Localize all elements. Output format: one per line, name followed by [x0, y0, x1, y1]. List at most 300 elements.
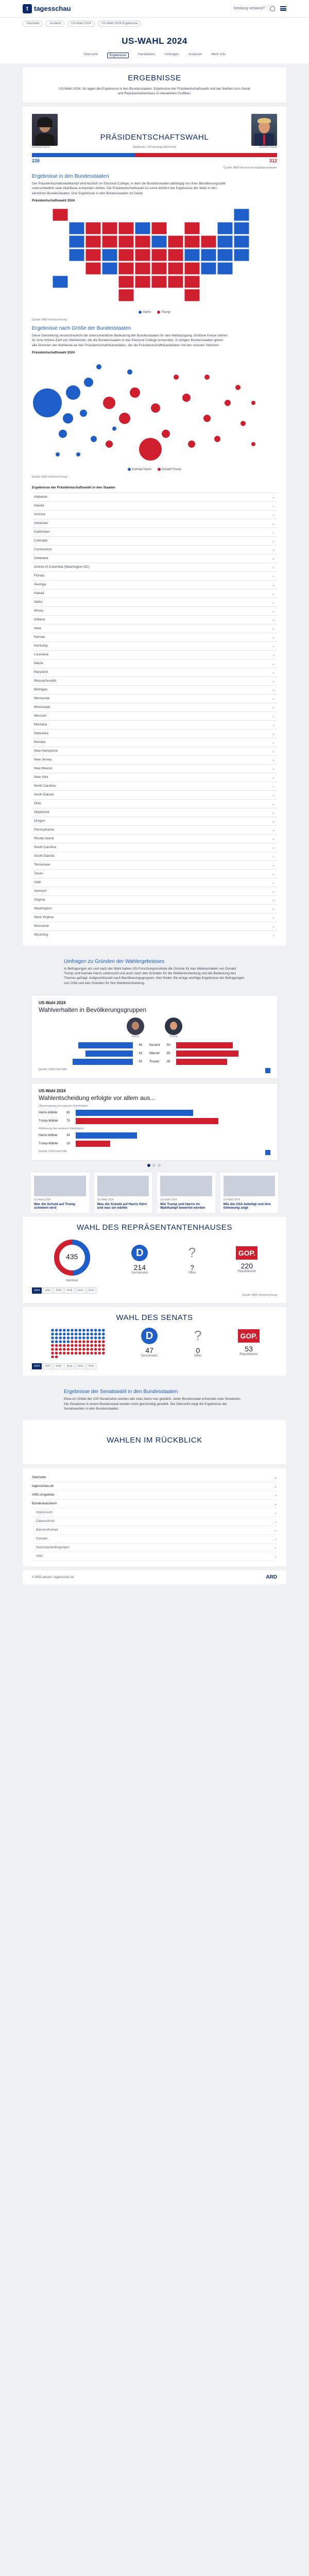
chevron-down-icon[interactable]: ⌄: [270, 860, 277, 869]
card2-source: Quelle: CNN Exit Polls: [39, 1150, 67, 1154]
chevron-down-icon[interactable]: ⌄: [270, 825, 277, 834]
state-name: Wyoming: [32, 930, 270, 939]
map-state-ut[interactable]: [85, 249, 101, 261]
bubble-oh[interactable]: [130, 387, 140, 398]
card1-harris-label: Harris: [131, 1035, 140, 1039]
bubble-ky[interactable]: [174, 375, 179, 380]
state-row[interactable]: [32, 633, 277, 641]
year-tab[interactable]: 2014: [87, 1287, 96, 1294]
tab-ergebnisse[interactable]: Ergebnisse: [107, 53, 129, 58]
map-state-mt[interactable]: [102, 222, 117, 234]
state-row[interactable]: [32, 650, 277, 659]
footer-link-label: ARD-Angebote: [32, 1493, 55, 1497]
state-row[interactable]: [32, 764, 277, 773]
chevron-down-icon[interactable]: ⌄: [270, 606, 277, 615]
bubble-nm[interactable]: [76, 452, 80, 456]
bubble-va[interactable]: [59, 430, 67, 438]
map-state-sd[interactable]: [118, 235, 134, 248]
chevron-down-icon[interactable]: ⌄: [270, 510, 277, 519]
map-state-or[interactable]: [69, 235, 84, 248]
bubble-ok[interactable]: [251, 442, 255, 446]
chevron-down-icon[interactable]: ⌄: [270, 501, 277, 510]
us-map[interactable]: [32, 205, 271, 308]
card2-title: Wahlentscheidung erfolgte vor allem aus...: [39, 1094, 156, 1102]
senate-seat: [82, 1329, 85, 1332]
bubble-ia[interactable]: [251, 401, 255, 405]
chevron-down-icon[interactable]: ⌄: [270, 545, 277, 554]
chevron-down-icon: ⌄: [274, 1520, 277, 1524]
senate-seat: [55, 1348, 58, 1351]
senate-seat: [71, 1348, 74, 1351]
bubble-la[interactable]: [204, 375, 210, 380]
map-state-tn[interactable]: [151, 262, 167, 275]
bubble-az[interactable]: [203, 415, 211, 422]
state-row[interactable]: [32, 694, 277, 703]
senate-seat: [98, 1348, 101, 1351]
chevron-down-icon[interactable]: ⌄: [270, 720, 277, 729]
chevron-down-icon[interactable]: ⌄: [270, 519, 277, 528]
page-title: US-WAHL 2024: [0, 30, 309, 49]
senate-seat: [67, 1341, 70, 1344]
footer-link[interactable]: [32, 1535, 277, 1544]
bubble-chart[interactable]: [32, 357, 271, 465]
state-row[interactable]: [32, 624, 277, 633]
footer-link[interactable]: [32, 1491, 277, 1500]
state-row[interactable]: [32, 493, 277, 501]
senate-seat: [51, 1352, 54, 1355]
state-row[interactable]: [32, 580, 277, 589]
senate-seat: [55, 1336, 58, 1340]
chevron-down-icon[interactable]: ⌄: [270, 659, 277, 668]
state-row[interactable]: [32, 790, 277, 799]
map-state-me[interactable]: [234, 209, 249, 221]
chevron-down-icon[interactable]: ⌄: [270, 922, 277, 930]
state-row[interactable]: [32, 615, 277, 624]
state-name: South Dakota: [32, 852, 270, 860]
chevron-down-icon[interactable]: ⌄: [270, 589, 277, 598]
state-row[interactable]: [32, 720, 277, 729]
state-row[interactable]: [32, 685, 277, 694]
footer-link-label: Datenschutz: [36, 1519, 55, 1523]
year-tab[interactable]: 2018: [64, 1287, 74, 1294]
chevron-down-icon[interactable]: ⌄: [270, 790, 277, 799]
tab-mehr-info[interactable]: Mehr Info: [211, 53, 226, 56]
state-row[interactable]: [32, 799, 277, 808]
bubble-in[interactable]: [188, 440, 195, 448]
carousel-dot[interactable]: [158, 1164, 161, 1167]
card2-row: [39, 1110, 270, 1116]
legend-trump: Trump: [157, 311, 170, 314]
state-row[interactable]: [32, 782, 277, 790]
senate-seat: [63, 1341, 66, 1344]
card1-value-trump: 50: [167, 1044, 170, 1047]
chevron-down-icon[interactable]: ⌄: [270, 571, 277, 580]
harris-portrait: [32, 114, 58, 149]
footer-links: [23, 1468, 286, 1566]
carousel-dot-active[interactable]: [147, 1164, 150, 1167]
story-image: [160, 1176, 212, 1196]
bubble-wa[interactable]: [84, 378, 93, 387]
senate-seat: [98, 1333, 101, 1336]
breadcrumb-item[interactable]: Startseite: [23, 21, 43, 27]
bubble-pa[interactable]: [119, 413, 130, 424]
chevron-down-icon[interactable]: ⌄: [270, 808, 277, 817]
state-row[interactable]: [32, 554, 277, 563]
state-row[interactable]: [32, 895, 277, 904]
breadcrumb-item[interactable]: US-Wahl 2024 Ergebnisse: [98, 21, 141, 27]
story-kicker: US-Wahl 2024: [97, 1198, 114, 1202]
map-state-ga[interactable]: [184, 276, 200, 288]
state-name: Kentucky: [32, 641, 270, 650]
map-state-wi[interactable]: [151, 222, 167, 234]
map-state-wv[interactable]: [168, 249, 183, 261]
bubble-md[interactable]: [91, 436, 97, 442]
year-tab[interactable]: 2016: [76, 1287, 85, 1294]
state-row[interactable]: [32, 606, 277, 615]
harris-votes: 226: [32, 158, 40, 163]
chevron-down-icon[interactable]: ⌄: [270, 895, 277, 904]
state-row[interactable]: [32, 843, 277, 852]
tab-analysen[interactable]: Analysen: [188, 53, 202, 56]
footer-link[interactable]: [32, 1482, 277, 1491]
map-state-co[interactable]: [102, 249, 117, 261]
footer-link[interactable]: [32, 1544, 277, 1552]
map-state-ia[interactable]: [135, 235, 150, 248]
senate-seat: [63, 1336, 66, 1340]
map-state-wa[interactable]: [69, 222, 84, 234]
map-state-nj[interactable]: [217, 249, 233, 261]
map-state-fl[interactable]: [184, 289, 200, 301]
bubble-co[interactable]: [96, 364, 101, 369]
trump-name: Donald Trump: [259, 145, 277, 149]
card2-row-value: 34: [66, 1134, 70, 1138]
map-state-ak[interactable]: [53, 209, 68, 221]
map-state-il[interactable]: [151, 235, 167, 248]
state-row[interactable]: [32, 922, 277, 930]
chevron-down-icon[interactable]: ⌄: [270, 641, 277, 650]
bubble-wi[interactable]: [225, 400, 231, 406]
search-icon[interactable]: [270, 6, 275, 11]
map-state-ar[interactable]: [135, 262, 150, 275]
bubble-ca[interactable]: [33, 388, 62, 417]
chevron-down-icon[interactable]: ⌄: [270, 676, 277, 685]
chevron-down-icon[interactable]: ⌄: [270, 598, 277, 606]
bubble-al[interactable]: [241, 421, 246, 426]
chevron-down-icon[interactable]: ⌄: [270, 563, 277, 571]
map-state-mi[interactable]: [184, 222, 200, 234]
senate-seat: [55, 1329, 58, 1332]
story-card[interactable]: [220, 1173, 279, 1213]
bubble-mi[interactable]: [182, 394, 191, 402]
chevron-down-icon[interactable]: ⌄: [270, 834, 277, 843]
state-row[interactable]: [32, 930, 277, 939]
chevron-down-icon[interactable]: ⌄: [270, 878, 277, 887]
chevron-down-icon[interactable]: ⌄: [270, 624, 277, 633]
senate-rep: GOP. 53 Republikaner: [238, 1329, 260, 1356]
state-row[interactable]: [32, 536, 277, 545]
chevron-down-icon[interactable]: ⌄: [270, 747, 277, 755]
chevron-down-icon[interactable]: ⌄: [270, 633, 277, 641]
bubble-sc[interactable]: [235, 385, 241, 390]
bubble-nc[interactable]: [162, 430, 170, 438]
bubble-il[interactable]: [63, 413, 73, 423]
chevron-down-icon[interactable]: ⌄: [270, 764, 277, 773]
states-table: [32, 493, 277, 939]
card1-expand-icon[interactable]: [265, 1068, 270, 1073]
story-card[interactable]: [31, 1173, 89, 1213]
state-row[interactable]: [32, 676, 277, 685]
chevron-down-icon[interactable]: ⌄: [270, 913, 277, 922]
year-tab[interactable]: 2020: [54, 1287, 63, 1294]
chevron-down-icon[interactable]: ⌄: [270, 817, 277, 825]
map-state-nm[interactable]: [102, 262, 117, 275]
story-title: Wer die Schuld auf Trump schieben wird: [34, 1202, 76, 1210]
footer-link-label: Hilfe: [36, 1554, 43, 1558]
senate-seat: [75, 1352, 78, 1355]
ard-logo[interactable]: ARD: [266, 1574, 277, 1581]
state-row[interactable]: [32, 904, 277, 913]
senate-seat: [94, 1341, 97, 1344]
year-tab[interactable]: 2022: [43, 1363, 53, 1369]
map-state-vt[interactable]: [217, 222, 233, 234]
chevron-down-icon[interactable]: ⌄: [270, 580, 277, 589]
trump-votes: 312: [269, 158, 277, 163]
tab-übersicht[interactable]: Übersicht: [83, 53, 98, 56]
logo[interactable]: [23, 4, 71, 13]
chevron-down-icon[interactable]: ⌄: [270, 536, 277, 545]
state-row[interactable]: [32, 659, 277, 668]
state-row[interactable]: [32, 852, 277, 860]
state-row[interactable]: [32, 729, 277, 738]
senate-seat: [94, 1336, 97, 1340]
map-state-ny[interactable]: [217, 235, 233, 248]
bubble-mn[interactable]: [127, 369, 132, 375]
year-tab[interactable]: 2016: [76, 1363, 85, 1369]
footer-link-label: Nutzungsbedingungen: [36, 1546, 70, 1550]
state-row[interactable]: [32, 808, 277, 817]
chevron-down-icon[interactable]: ⌄: [270, 738, 277, 747]
menu-icon[interactable]: [280, 6, 286, 11]
bubble-fl[interactable]: [103, 397, 115, 409]
missed-show-link[interactable]: Sendung verpasst?: [233, 7, 265, 10]
state-row[interactable]: [32, 738, 277, 747]
footer-link[interactable]: [32, 1552, 277, 1561]
senate-seat: [78, 1344, 81, 1347]
state-name: North Carolina: [32, 782, 270, 790]
state-row[interactable]: [32, 703, 277, 711]
state-row[interactable]: [32, 825, 277, 834]
map-state-ne[interactable]: [118, 249, 134, 261]
chevron-down-icon[interactable]: ⌄: [270, 887, 277, 895]
story-card[interactable]: [157, 1173, 215, 1213]
chevron-down-icon[interactable]: ⌄: [270, 668, 277, 676]
senate-seat: [51, 1348, 54, 1351]
senate-states-intro: [23, 1380, 286, 1416]
bubble-ct[interactable]: [56, 452, 60, 456]
chevron-down-icon[interactable]: ⌄: [270, 711, 277, 720]
card1-value-harris: 48: [139, 1044, 142, 1047]
bubble-nj[interactable]: [80, 410, 87, 417]
map-state-az[interactable]: [85, 262, 101, 275]
map-state-ms[interactable]: [151, 276, 167, 288]
chevron-down-icon[interactable]: ⌄: [270, 843, 277, 852]
chevron-down-icon[interactable]: ⌄: [270, 782, 277, 790]
map-state-nd[interactable]: [118, 222, 134, 234]
bubble-or[interactable]: [112, 427, 116, 431]
state-row[interactable]: [32, 860, 277, 869]
state-name: Massachusetts: [32, 676, 270, 685]
state-row[interactable]: [32, 878, 277, 887]
map-state-oh[interactable]: [184, 235, 200, 248]
footer-link[interactable]: [32, 1517, 277, 1526]
chevron-down-icon[interactable]: ⌄: [270, 703, 277, 711]
state-row[interactable]: [32, 563, 277, 571]
chevron-down-icon[interactable]: ⌄: [270, 685, 277, 694]
card2-row: [39, 1141, 270, 1147]
bubble-ny[interactable]: [66, 385, 80, 400]
chevron-down-icon[interactable]: ⌄: [270, 650, 277, 659]
bubble-tx[interactable]: [139, 438, 162, 461]
map-state-ok[interactable]: [118, 276, 134, 288]
chevron-down-icon[interactable]: ⌄: [270, 528, 277, 536]
state-row[interactable]: [32, 510, 277, 519]
map-state-al[interactable]: [168, 276, 183, 288]
year-tab[interactable]: 2018: [64, 1363, 74, 1369]
card2-row-label: Trump-Wähler: [39, 1120, 59, 1123]
state-row[interactable]: [32, 747, 277, 755]
bubble-ga[interactable]: [151, 403, 160, 413]
map-state-nv[interactable]: [85, 235, 101, 248]
carousel-dot[interactable]: [152, 1164, 156, 1167]
map-state-de[interactable]: [201, 262, 216, 275]
senate-seat: [102, 1344, 105, 1347]
state-row[interactable]: [32, 589, 277, 598]
state-row[interactable]: [32, 817, 277, 825]
bubble-mo[interactable]: [214, 436, 220, 442]
map-state-va[interactable]: [184, 249, 200, 261]
card2-bar: [76, 1141, 110, 1147]
chevron-down-icon: ⌄: [274, 1546, 277, 1550]
map-state-in[interactable]: [168, 235, 183, 248]
card2-expand-icon[interactable]: [265, 1150, 270, 1155]
story-card[interactable]: [94, 1173, 152, 1213]
year-tab[interactable]: 2024: [32, 1363, 42, 1369]
breadcrumb-item[interactable]: US-Wahl 2024: [67, 21, 95, 27]
senate-seat: [90, 1336, 93, 1340]
state-row[interactable]: [32, 711, 277, 720]
state-row[interactable]: [32, 755, 277, 764]
chevron-down-icon[interactable]: ⌄: [270, 799, 277, 808]
chevron-down-icon[interactable]: ⌄: [270, 615, 277, 624]
chevron-down-icon[interactable]: ⌄: [270, 493, 277, 501]
state-row[interactable]: [32, 641, 277, 650]
state-row[interactable]: [32, 869, 277, 878]
bubble-text: Diese Darstellung veranschaulicht die unterschiedliche Bedeutung der Bundesstaaten für den Wahlausgang. Größere Kreise stehen für eine höhere Zahl von Wahlleuten, die die Bundesstaaten in das Electoral College entsenden. In einigen Bundesstaaten gehen alle Stimmen der Wahlleute an den Präsidentschaftskandidaten, der die Präsidentschaftskandidaten mit den meisten Stimmen.: [32, 333, 228, 347]
senate-seat: [98, 1336, 101, 1340]
state-row[interactable]: [32, 528, 277, 536]
map-state-nh[interactable]: [234, 222, 249, 234]
state-name: Louisiana: [32, 650, 270, 659]
state-row[interactable]: [32, 668, 277, 676]
map-state-md[interactable]: [201, 249, 216, 261]
card1-source: Quelle: CNN Exit Polls: [39, 1068, 67, 1072]
senate-seat: [71, 1344, 74, 1347]
senate-seat: [59, 1333, 62, 1336]
chevron-down-icon[interactable]: ⌄: [270, 729, 277, 738]
bubble-heading: Ergebnisse nach Größe der Bundesstaaten: [32, 325, 131, 331]
state-row[interactable]: [32, 887, 277, 895]
state-row[interactable]: [32, 913, 277, 922]
footer-link[interactable]: [32, 1473, 277, 1482]
tab-umfragen[interactable]: Umfragen: [164, 53, 179, 56]
map-state-tx[interactable]: [118, 289, 134, 301]
bubble-tn[interactable]: [106, 440, 113, 448]
map-state-nc[interactable]: [168, 262, 183, 275]
map-state-la[interactable]: [135, 276, 150, 288]
senate-text: Etwa ein Drittel der 100 Senatssitze werden alle zwei Jahre neu gewählt. Jeder Bundesstaat entsendet zwei Senatoren. Die Senatoren in einem Bundesstaat werden nicht gleichzeitig gewählt. Die Übersicht zeigt die Ergebnisse der Senatswahlen in den Bundesstaaten.: [64, 1397, 242, 1411]
year-tab[interactable]: 2020: [54, 1363, 63, 1369]
state-name: Iowa: [32, 624, 270, 633]
year-tab[interactable]: 2014: [87, 1363, 96, 1369]
state-row[interactable]: [32, 501, 277, 510]
chevron-down-icon[interactable]: ⌄: [270, 930, 277, 939]
senate-seat: [90, 1352, 93, 1355]
year-tab[interactable]: 2024: [32, 1287, 42, 1294]
footer-link[interactable]: [32, 1500, 277, 1509]
map-state-mn[interactable]: [135, 222, 150, 234]
map-state-id[interactable]: [85, 222, 101, 234]
chevron-down-icon[interactable]: ⌄: [270, 869, 277, 878]
state-row[interactable]: [32, 519, 277, 528]
map-state-mo[interactable]: [135, 249, 150, 261]
map-state-ma[interactable]: [234, 235, 249, 248]
state-name: Arizona: [32, 510, 270, 519]
state-row[interactable]: [32, 545, 277, 554]
tab-kandidaten[interactable]: Kandidaten: [138, 53, 156, 56]
senate-seat: [67, 1333, 70, 1336]
map-state-ri[interactable]: [217, 262, 233, 275]
chevron-down-icon[interactable]: ⌄: [270, 755, 277, 764]
map-state-hi[interactable]: [53, 276, 68, 288]
chevron-down-icon[interactable]: ⌄: [270, 852, 277, 860]
state-row[interactable]: [32, 773, 277, 782]
review-title[interactable]: WAHLEN IM RÜCKBLICK: [107, 1436, 202, 1445]
map-state-ct[interactable]: [234, 249, 249, 261]
state-row[interactable]: [32, 571, 277, 580]
state-name: Maryland: [32, 668, 270, 676]
chevron-down-icon[interactable]: ⌄: [270, 554, 277, 563]
card2-row-label: Harris-Wähler: [39, 1111, 58, 1115]
footer-link[interactable]: [32, 1526, 277, 1535]
map-state-pa[interactable]: [201, 235, 216, 248]
chevron-down-icon[interactable]: ⌄: [270, 694, 277, 703]
map-state-wy[interactable]: [102, 235, 117, 248]
map-state-sc[interactable]: [184, 262, 200, 275]
map-state-ks[interactable]: [118, 262, 134, 275]
chevron-down-icon[interactable]: ⌄: [270, 904, 277, 913]
house-box: [23, 1217, 286, 1303]
card1-bar-trump: [176, 1050, 238, 1057]
state-row[interactable]: [32, 834, 277, 843]
senate-seat: [98, 1329, 101, 1332]
footer-link[interactable]: [32, 1509, 277, 1517]
map-state-ky[interactable]: [151, 249, 167, 261]
state-row[interactable]: [32, 598, 277, 606]
map-state-ca[interactable]: [69, 249, 84, 261]
chevron-down-icon[interactable]: ⌄: [270, 773, 277, 782]
breadcrumb-item[interactable]: Ausland: [46, 21, 64, 27]
year-tab[interactable]: 2022: [43, 1287, 53, 1294]
